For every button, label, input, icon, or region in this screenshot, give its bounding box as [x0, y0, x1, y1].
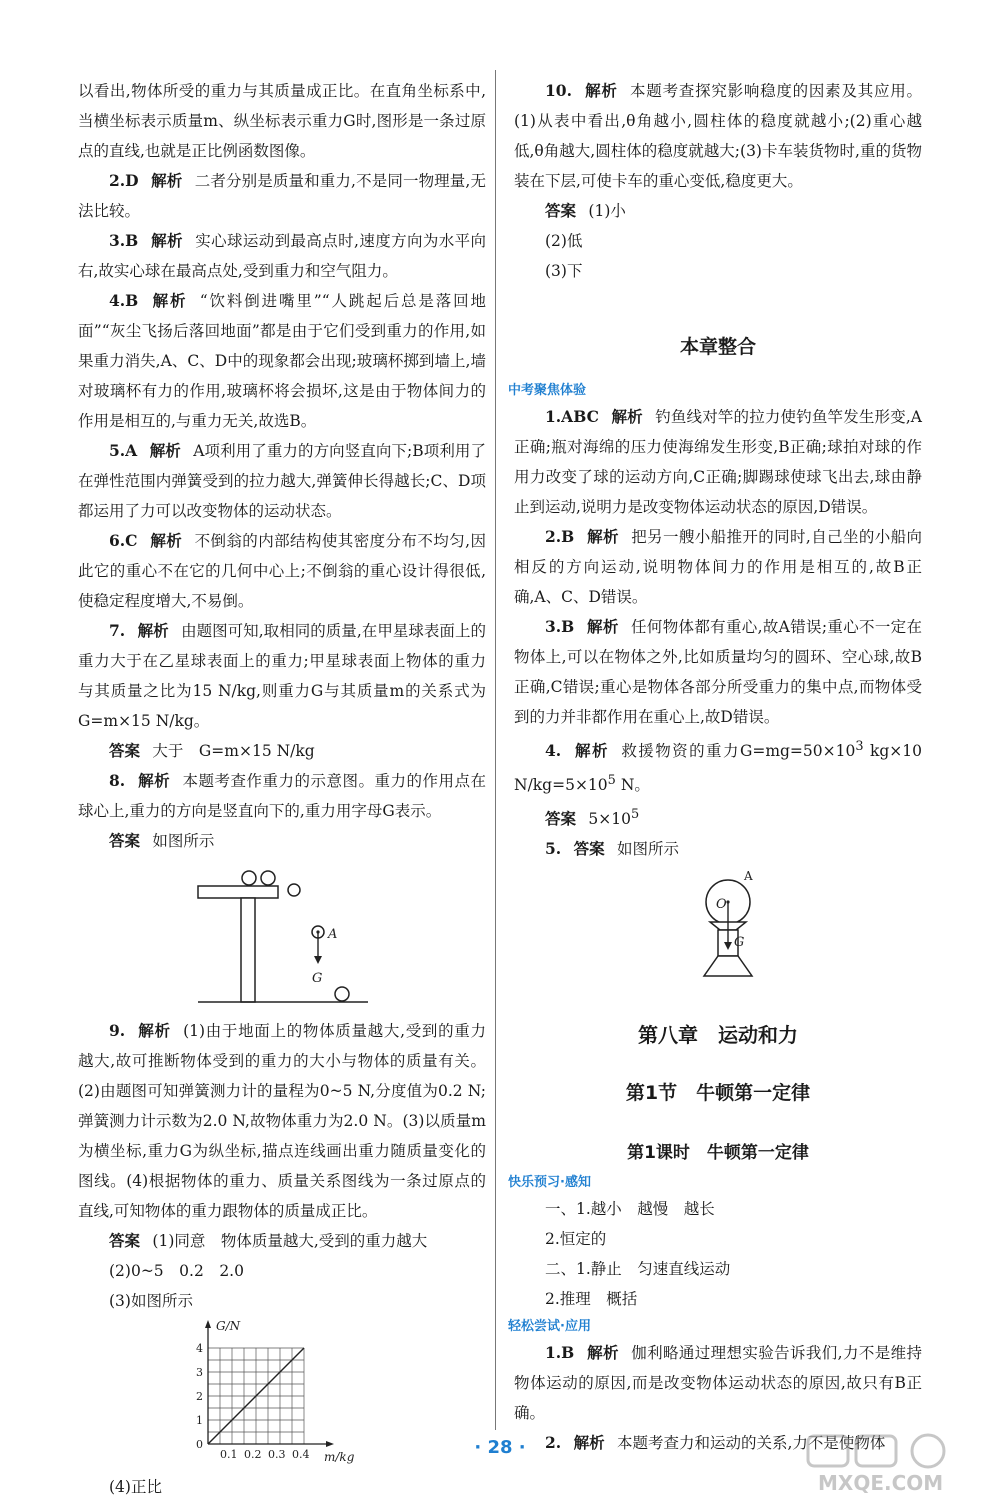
analysis-text: 任何物体都有重心,故A错误;重心不一定在物体上,可以在物体之外,比如质量均匀的圆环、空心球,故B正确,C错误;重心是物体各部分所受重力的集中点,而物体受到的力并非都作用在重心上,故D错误。	[514, 618, 922, 726]
question-number: 9.	[109, 1021, 126, 1040]
question-8-answer	[78, 826, 486, 856]
watermark-shape	[912, 1435, 944, 1467]
analysis-label: 解析	[151, 171, 183, 190]
zhongkao-question-3	[514, 612, 922, 732]
watermark-shape	[808, 1436, 848, 1466]
lesson-1-heading: 第1课时 牛顿第一定律	[627, 1143, 809, 1164]
gravity-arrow-head	[314, 956, 322, 964]
x-tick-label: 0.3	[268, 1448, 286, 1461]
answer-text: 大于 G=m×15 N/kg	[152, 742, 315, 760]
zhongkao-question-1	[514, 402, 922, 522]
analysis-label: 解析	[586, 527, 619, 546]
preview-line: 2.恒定的	[545, 1230, 607, 1249]
section-1-heading: 第1节 牛顿第一定律	[625, 1082, 811, 1105]
analysis-text: 救援物资的重力G=mg=50×10	[621, 742, 856, 761]
question-2	[78, 166, 486, 226]
question-number: 4.B	[109, 291, 139, 310]
analysis-text: “饮料倒进嘴里”“人跳起后总是落回地面”“灰尘飞扬后落回地面”都是由于它们受到重力的作用,如果重力消失,A、C、D中的现象都会出现;玻璃杯掷到墙上,墙对玻璃杯有力的作用,玻璃杯将会损坏,这是由于物体间力的作用是相互的,与重力无关,故选B。	[78, 292, 486, 430]
chapter-summary-heading: 本章整合	[679, 336, 756, 358]
analysis-text: 实心球运动到最高点时,速度方向为水平向右,故实心球在最高点处,受到重力和空气阻力。	[78, 232, 486, 280]
question-7	[78, 616, 486, 736]
zhongkao-question-4	[514, 732, 922, 800]
gravity-diagram	[78, 862, 486, 1010]
analysis-text: 本题考查探究影响稳度的因素及其应用。(1)从表中看出,θ角越小,圆柱体的稳度就越小;(2)重心越低,θ角越大,圆柱体的稳度就越大;(3)卡车装货物时,重的货物装在下层,可使卡车的重心变低,稳度更大。	[514, 82, 922, 190]
center-dot	[726, 901, 729, 904]
preview-line: 二、1.静止 匀速直线运动	[545, 1260, 731, 1279]
question-number: 1.B	[545, 1343, 575, 1363]
intro-paragraph: 以看出,物体所受的重力与其质量成正比。在直角坐标系中,当横坐标表示质量m、纵坐标表示重力G时,图形是一条过原点的直线,也就是正比例函数图像。	[78, 82, 486, 160]
question-7-answer	[78, 736, 486, 766]
watermark-logo	[800, 1430, 990, 1496]
y-tick-label: 1	[196, 1414, 203, 1427]
y-tick-label: 4	[196, 1342, 203, 1355]
question-4	[78, 286, 486, 436]
answer-text: 如图所示	[152, 832, 215, 850]
page-number: · 28 ·	[474, 1437, 526, 1458]
analysis-label: 解析	[584, 81, 618, 100]
question-number: 3.B	[109, 231, 139, 250]
analysis-text: 本题考查力和运动的关系,力不是使物体	[616, 1434, 886, 1453]
left-column	[78, 76, 486, 1502]
base	[704, 956, 752, 976]
shelf-board	[198, 886, 278, 898]
question-number: 3.B	[545, 617, 575, 636]
answer-line: (4)正比	[109, 1478, 162, 1496]
y-axis-label: G/N	[216, 1319, 241, 1333]
analysis-label: 解析	[149, 531, 183, 550]
question-number: 5.A	[109, 441, 138, 460]
answer-line: (3)如图所示	[109, 1292, 193, 1310]
analysis-text: (1)由于地面上的物体质量越大,受到的重力越大,故可推断物体受到的重力的大小与物体的质量有关。(2)由题图可知弹簧测力计的量程为0~5 N,分度值为0.2 N;弹簧测力计示数为2.0 N,故物体重力为2.0 N。(3)以质量m为横坐标,重力G为纵坐标,描点连线画出重力随质量变化的图线。(4)根据物体的重力、质量关系图线为一条过原点的直线,可知物体的重力跟物体的质量成正比。	[78, 1022, 486, 1220]
analysis-label: 解析	[150, 291, 188, 310]
analysis-text: kg×10 N/kg=5×10	[514, 742, 922, 795]
watermark-text: MXQE.COM	[818, 1471, 944, 1495]
y-tick-label: 0	[196, 1438, 203, 1451]
analysis-text: 二者分别是质量和重力,不是同一物理量,无法比较。	[78, 172, 486, 220]
answer-line: (3)下	[545, 262, 583, 280]
question-number: 2.B	[545, 527, 575, 546]
analysis-text: A项利用了重力的方向竖直向下;B项利用了在弹性范围内弹簧受到的拉力越大,弹簧伸长得越长;C、D项都运用了力可以改变物体的运动状态。	[78, 442, 486, 520]
ball	[261, 871, 275, 885]
answer-label: 答案	[109, 831, 141, 850]
analysis-text: 钓鱼线对竿的拉力使钓鱼竿发生形变,A正确;瓶对海绵的压力使海绵发生形变,B正确;球拍对球的作用力改变了球的运动方向,C正确;脚踢球使球飞出去,球由静止到运动,说明力是改变物体运动状态的原因,D错误。	[514, 408, 922, 516]
answer-label: 答案	[545, 809, 577, 829]
tumbler-figure	[514, 870, 922, 980]
analysis-text: N。	[615, 776, 650, 795]
question-3	[78, 226, 486, 286]
analysis-label: 解析	[150, 231, 183, 250]
tumbler-diagram	[514, 870, 922, 980]
question-5	[78, 436, 486, 526]
answer-text: 5×10	[588, 810, 631, 829]
x-tick-label: 0.1	[220, 1448, 238, 1461]
point-a-label: A	[328, 927, 338, 942]
question-number: 2.D	[109, 171, 139, 190]
y-tick-label: 2	[196, 1390, 203, 1403]
question-number: 1.ABC	[545, 407, 599, 426]
exponent: 3	[855, 739, 864, 754]
point-a-label: A	[744, 870, 753, 884]
zhongkao-question-2	[514, 522, 922, 612]
shelf-post	[241, 898, 255, 1002]
section-yuxi-heading: 快乐预习·感知	[508, 1175, 591, 1191]
question-10	[514, 76, 922, 196]
point-o-label: O	[716, 897, 727, 913]
column-divider	[495, 70, 496, 1430]
question-number: 4.	[545, 741, 562, 761]
zhongkao-question-4-answer	[514, 800, 922, 834]
question-number: 10.	[545, 81, 572, 100]
analysis-label: 解析	[137, 771, 171, 790]
exponent: 5	[607, 773, 616, 789]
answer-line: (1)小	[588, 202, 626, 220]
question-number: 7.	[109, 621, 126, 640]
y-tick-label: 3	[196, 1366, 203, 1379]
answer-text: 如图所示	[616, 840, 679, 859]
analysis-label: 解析	[573, 741, 609, 761]
y-axis-arrow	[205, 1320, 211, 1328]
question-8	[78, 766, 486, 826]
analysis-label: 解析	[573, 1433, 605, 1453]
analysis-text: 本题考查作重力的示意图。重力的作用点在球心上,重力的方向是竖直向下的,重力用字母G表示。	[78, 772, 486, 820]
question-number: 2.	[545, 1433, 562, 1453]
ball	[242, 871, 256, 885]
answer-label: 答案	[109, 1231, 141, 1250]
question-number: 5.	[545, 839, 562, 859]
answer-label: 答案	[573, 839, 605, 859]
question-number: 6.C	[109, 531, 138, 550]
analysis-text: 伽利略通过理想实验告诉我们,力不是维持物体运动的原因,而是改变物体运动状态的原因,故只有B正确。	[514, 1344, 922, 1423]
section-zhongkao-heading: 中考聚焦体验	[508, 383, 587, 398]
exponent: 5	[630, 807, 640, 823]
answer-label: 答案	[545, 201, 577, 220]
analysis-label: 解析	[586, 1343, 619, 1363]
ball	[335, 987, 349, 1001]
gravity-g-label: G	[734, 935, 745, 951]
answer-line: (2)低	[545, 232, 583, 250]
watermark-shape	[856, 1436, 896, 1466]
right-column	[508, 76, 922, 1458]
x-tick-label: 0.4	[292, 1448, 310, 1461]
analysis-label: 解析	[137, 621, 169, 640]
analysis-text: 由题图可知,取相同的质量,在甲星球表面上的重力大于在乙星球表面上的重力;甲星球表面上物体的重力与其质量之比为15 N/kg,则重力G与其质量m的关系式为G=m×15 N/kg。	[78, 622, 486, 730]
zhongkao-question-5	[514, 834, 922, 864]
answer-line: (1)同意 物体质量越大,受到的重力越大	[152, 1232, 428, 1250]
answer-label: 答案	[109, 741, 141, 760]
x-tick-label: 0.2	[244, 1448, 262, 1461]
analysis-label: 解析	[137, 1021, 171, 1040]
analysis-text: 把另一艘小船推开的同时,自己坐的小船向相反的方向运动,说明物体间力的作用是相互的,故B正确,A、C、D错误。	[514, 528, 922, 606]
answer-line: (2)0~5 0.2 2.0	[109, 1262, 244, 1280]
analysis-text: 不倒翁的内部结构使其密度分布不均匀,因此它的重心不在它的几何中心上;不倒翁的重心设计得很低,使稳定程度增大,不易倒。	[78, 532, 486, 610]
question-9	[78, 1016, 486, 1226]
question-6	[78, 526, 486, 616]
chapter-8-heading: 第八章 运动和力	[638, 1023, 798, 1048]
gravity-g-label: G	[312, 971, 323, 986]
question-9-answer	[78, 1226, 486, 1256]
question-number: 8.	[109, 771, 126, 790]
practice-question-1	[514, 1338, 922, 1428]
analysis-label: 解析	[586, 617, 619, 636]
preview-line: 一、1.越小 越慢 越长	[545, 1200, 715, 1219]
section-changshi-heading: 轻松尝试·应用	[508, 1319, 591, 1335]
analysis-label: 解析	[149, 441, 181, 460]
question-10-answer	[514, 196, 922, 226]
ball	[288, 884, 300, 896]
preview-line: 2.推理 概括	[545, 1290, 638, 1309]
gravity-figure	[78, 862, 486, 1010]
x-axis-label: m/kg	[324, 1450, 355, 1464]
analysis-label: 解析	[611, 407, 643, 426]
